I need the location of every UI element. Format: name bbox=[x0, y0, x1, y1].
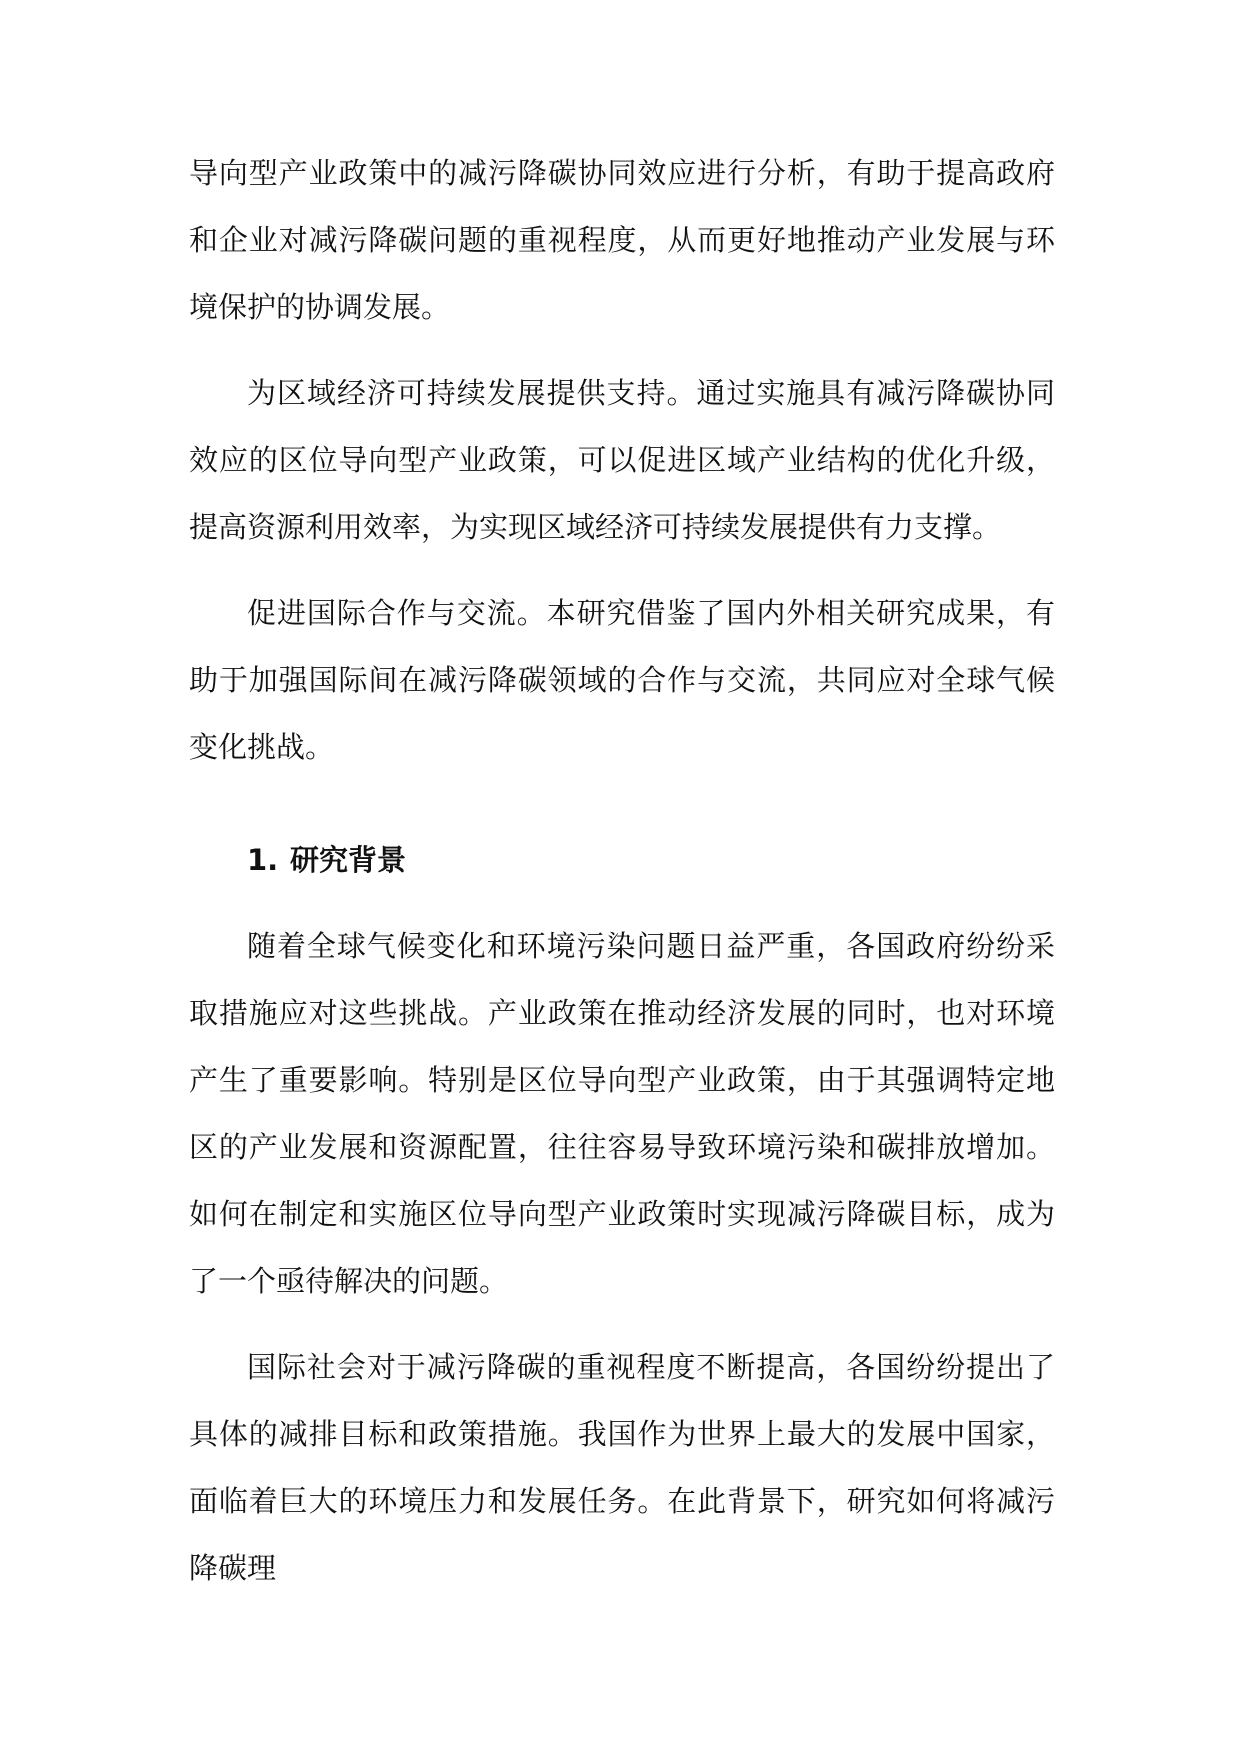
document-body bbox=[189, 140, 1055, 1621]
section-title: 研究背景 bbox=[290, 843, 407, 877]
section-number: 1. bbox=[247, 843, 279, 877]
paragraph-continuation: 导向型产业政策中的减污降碳协同效应进行分析，有助于提高政府和企业对减污降碳问题的重视程度，从而更好地推动产业发展与环境保护的协调发展。 bbox=[189, 156, 1055, 324]
paragraph-international-cooperation: 促进国际合作与交流。本研究借鉴了国内外相关研究成果，有助于加强国际间在减污降碳领域的合作与交流，共同应对全球气候变化挑战。 bbox=[189, 596, 1055, 764]
section-heading bbox=[189, 827, 1055, 894]
paragraph-regional-support: 为区域经济可持续发展提供支持。通过实施具有减污降碳协同效应的区位导向型产业政策，可以促进区域产业结构的优化升级，提高资源利用效率，为实现区域经济可持续发展提供有力支撑。 bbox=[189, 376, 1055, 544]
paragraph-international-attention: 国际社会对于减污降碳的重视程度不断提高，各国纷纷提出了具体的减排目标和政策措施。我国作为世界上最大的发展中国家，面临着巨大的环境压力和发展任务。在此背景下，研究如何将减污降碳理 bbox=[189, 1350, 1055, 1585]
paragraph-background: 随着全球气候变化和环境污染问题日益严重，各国政府纷纷采取措施应对这些挑战。产业政策在推动经济发展的同时，也对环境产生了重要影响。特别是区位导向型产业政策，由于其强调特定地区的产业发展和资源配置，往往容易导致环境污染和碳排放增加。如何在制定和实施区位导向型产业政策时实现减污降碳目标，成为了一个亟待解决的问题。 bbox=[189, 929, 1055, 1298]
